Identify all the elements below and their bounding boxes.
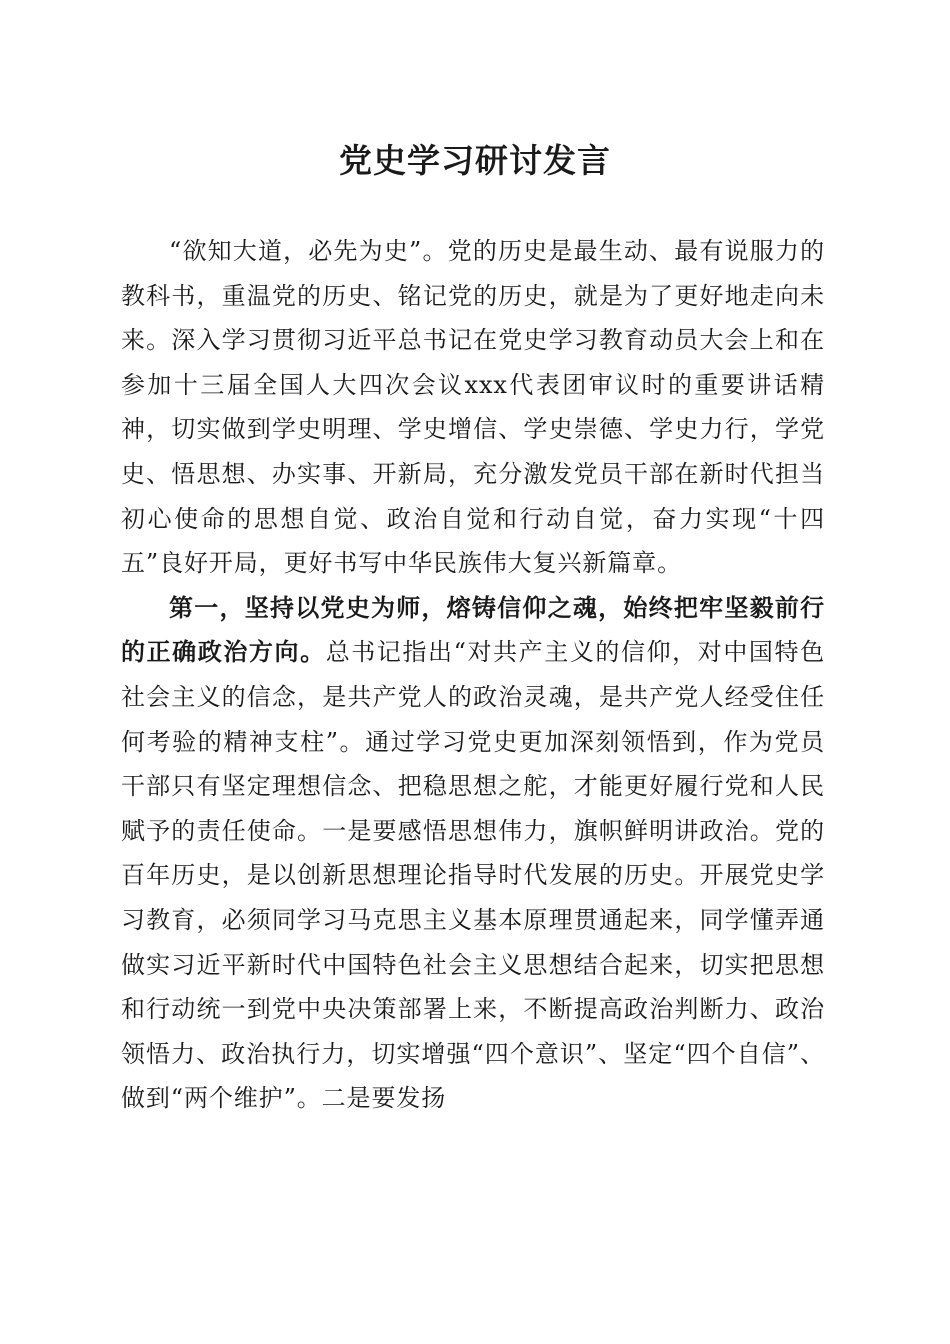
document-body [121,229,825,1121]
paragraph-intro-text: “欲知大道，必先为史”。党的历史是最生动、最有说服力的教科书，重温党的历史、铭记党的历史，就是为了更好地走向未来。深入学习贯彻习近平总书记在党史学习教育动员大会上和在参加十三届全国人大四次会议xxx代表团审议时的重要讲话精神，切实做到学史明理、学史增信、学史崇德、学史力行，学党史、悟思想、办实事、开新局，充分激发党员干部在新时代担当初心使命的思想自觉、政治自觉和行动自觉，奋力实现“十四五”良好开局，更好书写中华民族伟大复兴新篇章。 [121,237,825,578]
paragraph-first-point [121,586,825,1121]
document-title: 党史学习研讨发言 [339,141,611,180]
paragraph-first-point-text: 总书记指出“对共产主义的信仰，对中国特色社会主义的信念，是共产党人的政治灵魂，是共产党人经受住任何考验的精神支柱”。通过学习党史更加深刻领悟到，作为党员干部只有坚定理想信念、把稳思想之舵，才能更好履行党和人民赋予的责任使命。一是要感悟思想伟力，旗帜鲜明讲政治。党的百年历史，是以创新思想理论指导时代发展的历史。开展党史学习教育，必须同学习马克思主义基本原理贯通起来，同学懂弄通做实习近平新时代中国特色社会主义思想结合起来，切实把思想和行动统一到党中央决策部署上来，不断提高政治判断力、政治领悟力、政治执行力，切实增强“四个意识”、坚定“四个自信”、做到“两个维护”。二是要发扬 [121,638,825,1113]
paragraph-intro [121,229,825,586]
paragraph-first-point-heading: 第一，坚持以党史为师，熔铸信仰之魂，始终把牢坚毅前行的正确政治方向。 [121,592,825,667]
